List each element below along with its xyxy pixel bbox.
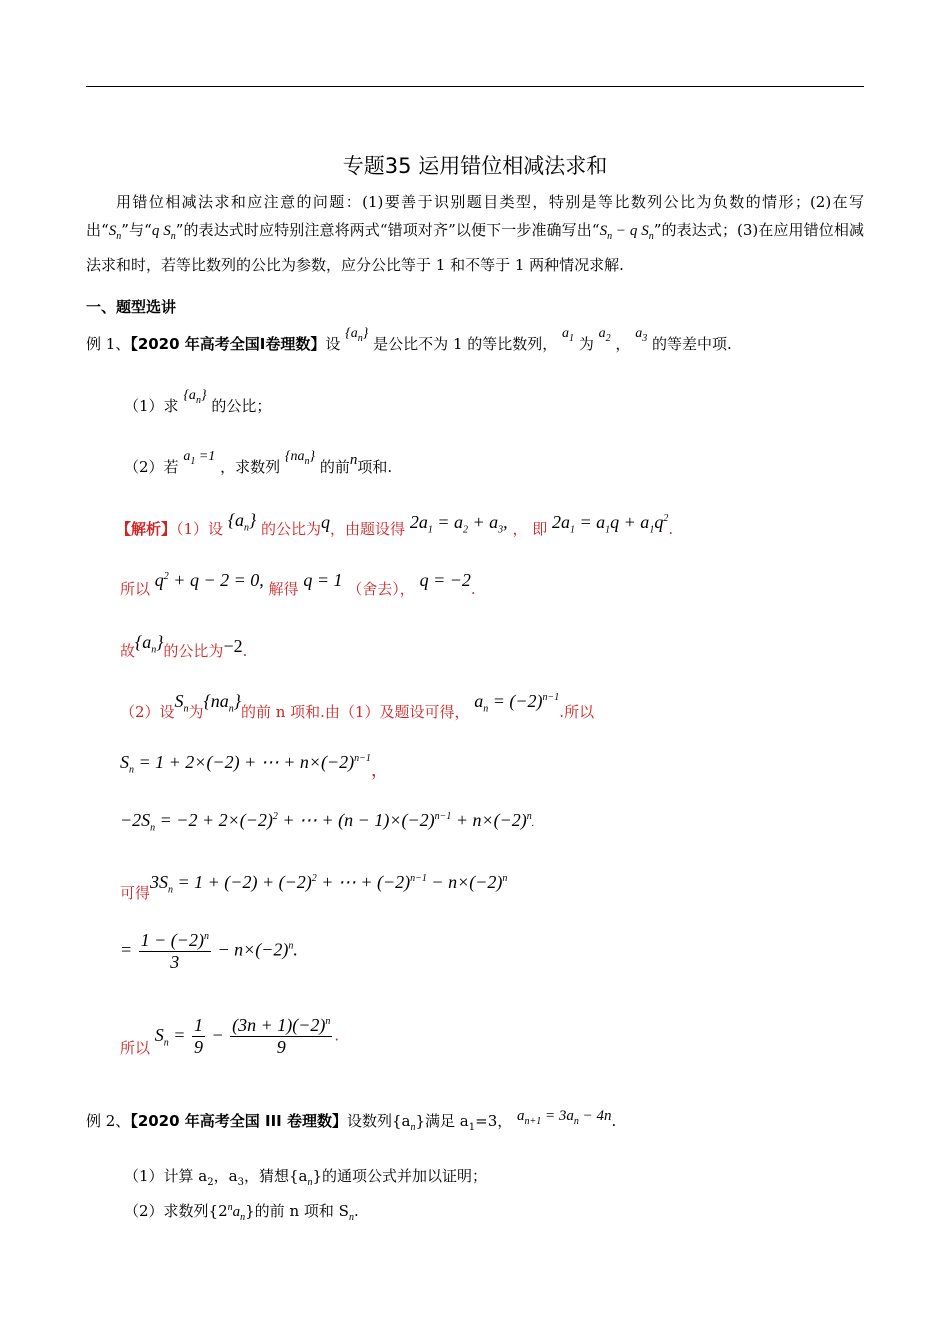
equation-3sn: 可得$3S_n = 1 + (-2) + (-2)^2$ + ⋯ + $(-2)^{n-1} - n\times(-2)^n$ bbox=[120, 872, 508, 902]
example-2-question-2: （2）求数列$\{2^na_n\}$的前 n 项和 $S_n$. bbox=[124, 1202, 359, 1223]
example-1-stem: 例 1、【2020 年高考全国Ⅰ卷理数】设 $\{a_n\}$ 是公比不为 1 的等比数列， $a_1$ 为 $a_2$ ， $a_3$ 的等差中项. bbox=[86, 326, 732, 353]
solution-line-2: 所以 $q^2 + q - 2 = 0$, 解得 q = 1 （舍去）， q = −2. bbox=[120, 570, 476, 598]
header-rule bbox=[86, 86, 864, 87]
example-2-stem: 例 2、【2020 年高考全国 III 卷理数】设数列$\{a_n\}$满足 $a_1=3$， $a_{n+1} = 3a_n - 4n$. bbox=[86, 1108, 617, 1133]
solution-line-4: （2）设$S_n$为$\{na_n\}$的前 n 项和.由（1）及题设可得， $a_n = (-2)^{n-1}$.所以 bbox=[120, 691, 595, 721]
equation-final: 所以 $S_n$ = $\frac{1}{9}$ − $\frac{(3n + 1)(-2)^n}{9}$ . bbox=[120, 1015, 340, 1057]
equation-minus-2sn: $-2S_n = -2 + 2\times(-2)^2$ + ⋯ + $(n - 1)\times(-2)^{n-1} + n\times(-2)^n$. bbox=[120, 810, 535, 834]
page-title: 专题35 运用错位相减法求和 bbox=[342, 154, 608, 178]
solution-line-3: 故$\{a_n\}$的公比为−2. bbox=[120, 632, 248, 660]
example-1-question-2: （2）若 $a_1 =1$ ，求数列 $\{na_n\}$ 的前n项和. bbox=[124, 449, 393, 476]
section-heading: 一、题型选讲 bbox=[86, 298, 177, 316]
equation-fraction: = $\frac{1 - (-2)^n}{3}$ − $n\times(-2)^n$. bbox=[120, 930, 298, 972]
intro-paragraph: 用错位相减法求和应注意的问题：(1)要善于识别题目类型，特别是等比数列公比为负数的情形；(2)在写出“$S_n$”与“q $S_n$”的表达式时应特别注意将两式“错项对齐”以便下一步准确写出“$S_n - q$ $S_n$”的表达式；(3)在应用错位相减法求和时，若等比数列的公比为参数，应分公比等于 1 和不等于 1 两种情况求解. bbox=[86, 193, 864, 274]
equation-sn: $S_n = 1 + 2\times(-2)$ + ⋯ + $n\times(-2)^{n-1}$， bbox=[120, 752, 389, 780]
example-2-question-1: （1）计算 $a_2$，$a_3$，猜想$\{a_n\}$的通项公式并加以证明； bbox=[124, 1167, 488, 1188]
solution-line-1: 【解析】（1）设 $\{a_n\}$ 的公比为q，由题设得 $2a_1 = a_2 + a_3$, ， 即 $2a_1 = a_1q + a_1q^2$. bbox=[116, 510, 674, 538]
example-1-question-1: （1）求 $\{a_n\}$ 的公比； bbox=[124, 388, 272, 415]
